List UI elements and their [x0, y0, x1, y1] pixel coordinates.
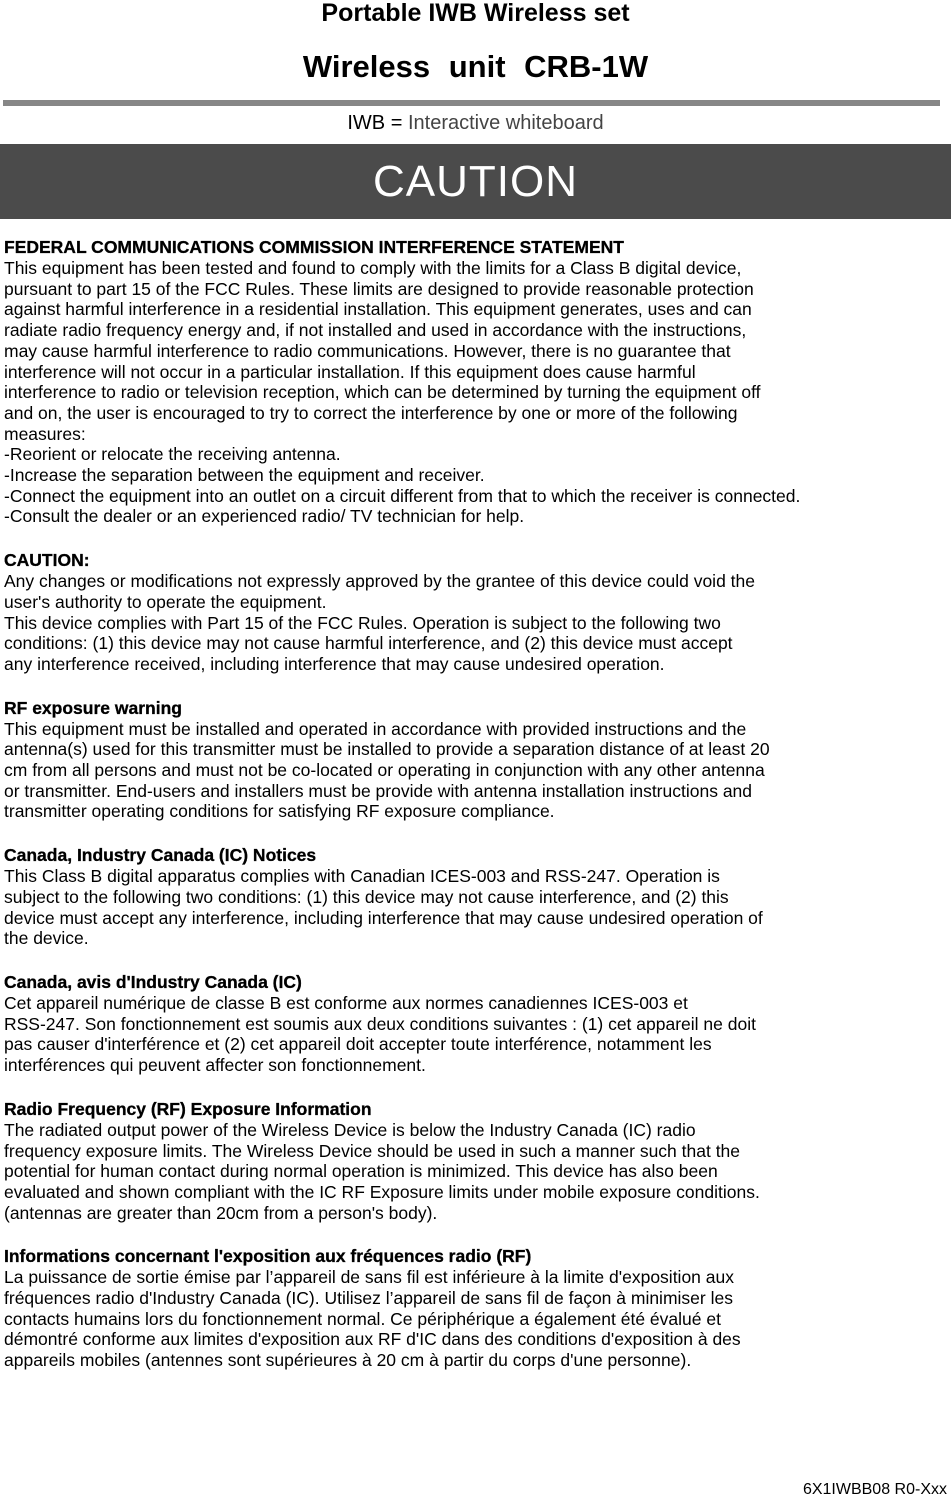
- section-rf-exposure-information: [4, 1098, 948, 1224]
- section-heading: Radio Frequency (RF) Exposure Information: [4, 1098, 372, 1119]
- product-model-title: Wireless unit CRB-1W: [302, 49, 649, 84]
- section-heading: Canada, avis d'Industry Canada (IC): [4, 971, 302, 992]
- definition-value: Interactive whiteboard: [407, 112, 604, 134]
- section-rf-exposure-warning: [4, 697, 948, 823]
- caution-banner: CAUTION: [0, 144, 951, 219]
- section-heading: Canada, Industry Canada (IC) Notices: [4, 845, 317, 866]
- section-body: This equipment has been tested and found to comply with the limits for a Class B digital device, pursuant to part 15 of the FCC Rules. These limits are designed to provide reasonable protection against harmful interference in a residential installation. This equipment generates, uses and can radiate radio frequency energy and, if not installed and used in accordance with the instructions, may cause harmful interference to radio communications. However, there is no guarantee that interference will not occur in a particular installation. If this equipment does cause harmful interference to radio or television reception, which can be determined by turning the equipment off and on, the user is encouraged to try to correct the interference by one or more of the following measures: -Reorient or relocate the receiving antenna. -Increase the separation between the equipment and receiver. -Connect the equipment into an outlet on a circuit different from that to which the receiver is connected. -Consult the dealer or an experienced radio/ TV technician for help.: [4, 258, 801, 527]
- section-body: The radiated output power of the Wireless Device is below the Industry Canada (IC) radio frequency exposure limits. The Wireless Device should be used in such a manner such that the potential for human contact during normal operation is minimized. This device has also been evaluated and shown compliant with the IC RF Exposure limits under mobile exposure conditions. (antennas are greater than 20cm from a person's body).: [4, 1119, 760, 1223]
- header-divider: [3, 100, 940, 106]
- section-fcc-statement: [4, 236, 948, 527]
- section-body: Any changes or modifications not expressly approved by the grantee of this device could void the user's authority to operate the equipment. This device complies with Part 15 of the FCC Rules. Operation is subject to the following two conditions: (1) this device may not cause harmful interference, and (2) this device must accept any interference received, including interference that may cause undesired operation.: [4, 571, 755, 674]
- section-caution: [4, 549, 948, 675]
- section-heading: FEDERAL COMMUNICATIONS COMMISSION INTERFERENCE STATEMENT: [4, 237, 624, 257]
- document-title: Portable IWB Wireless set: [321, 0, 630, 27]
- definition-term: IWB =: [347, 112, 408, 134]
- document-code: 6X1IWBB08 R0-Xxx: [802, 1481, 947, 1498]
- section-heading: RF exposure warning: [4, 697, 182, 718]
- section-heading: CAUTION:: [4, 550, 90, 571]
- section-heading: Informations concernant l'exposition aux fréquences radio (RF): [4, 1246, 532, 1267]
- section-body: This equipment must be installed and operated in accordance with provided instructions and the antenna(s) used for this transmitter must be installed to provide a separation distance of at least 20 cm from all persons and must not be co-located or operating in conjunction with any other antenna or transmitter. End-users and installers must be provide with antenna installation instructions and transmitter operating conditions for satisfying RF exposure compliance.: [4, 718, 770, 822]
- abbreviation-definition: [0, 111, 951, 135]
- section-ic-avis: [4, 971, 948, 1076]
- section-body: This Class B digital apparatus complies with Canadian ICES-003 and RSS-247. Operation is subject to the following two conditions: (1) this device may not cause interference, and (2) this device must accept any interference, including interference that may cause undesired operation of the device.: [4, 866, 763, 949]
- section-body: La puissance de sortie émise par l’appareil de sans fil est inférieure à la limite d'exposition aux fréquences radio d'Industry Canada (IC). Utilisez l’appareil de sans fil de façon à minimiser les contacts humains lors du fonctionnement normal. Ce périphérique a également été évalué et démontré conforme aux limites d'exposition aux RF d'IC dans des conditions d'exposition à des appareils mobiles (antennes sont supérieures à 20 cm à partir du corps d'une personne).: [4, 1267, 741, 1371]
- section-body: Cet appareil numérique de classe B est conforme aux normes canadiennes ICES-003 et RSS-247. Son fonctionnement est soumis aux deux conditions suivantes : (1) cet appareil ne doit pas causer d'interférence et (2) cet appareil doit accepter toute interférence, notamment les interférences qui peuvent affecter son fonctionnement.: [4, 992, 756, 1076]
- section-ic-notices: [4, 844, 948, 949]
- notice-content: [4, 236, 948, 1393]
- section-rf-exposition-fr: [4, 1245, 948, 1371]
